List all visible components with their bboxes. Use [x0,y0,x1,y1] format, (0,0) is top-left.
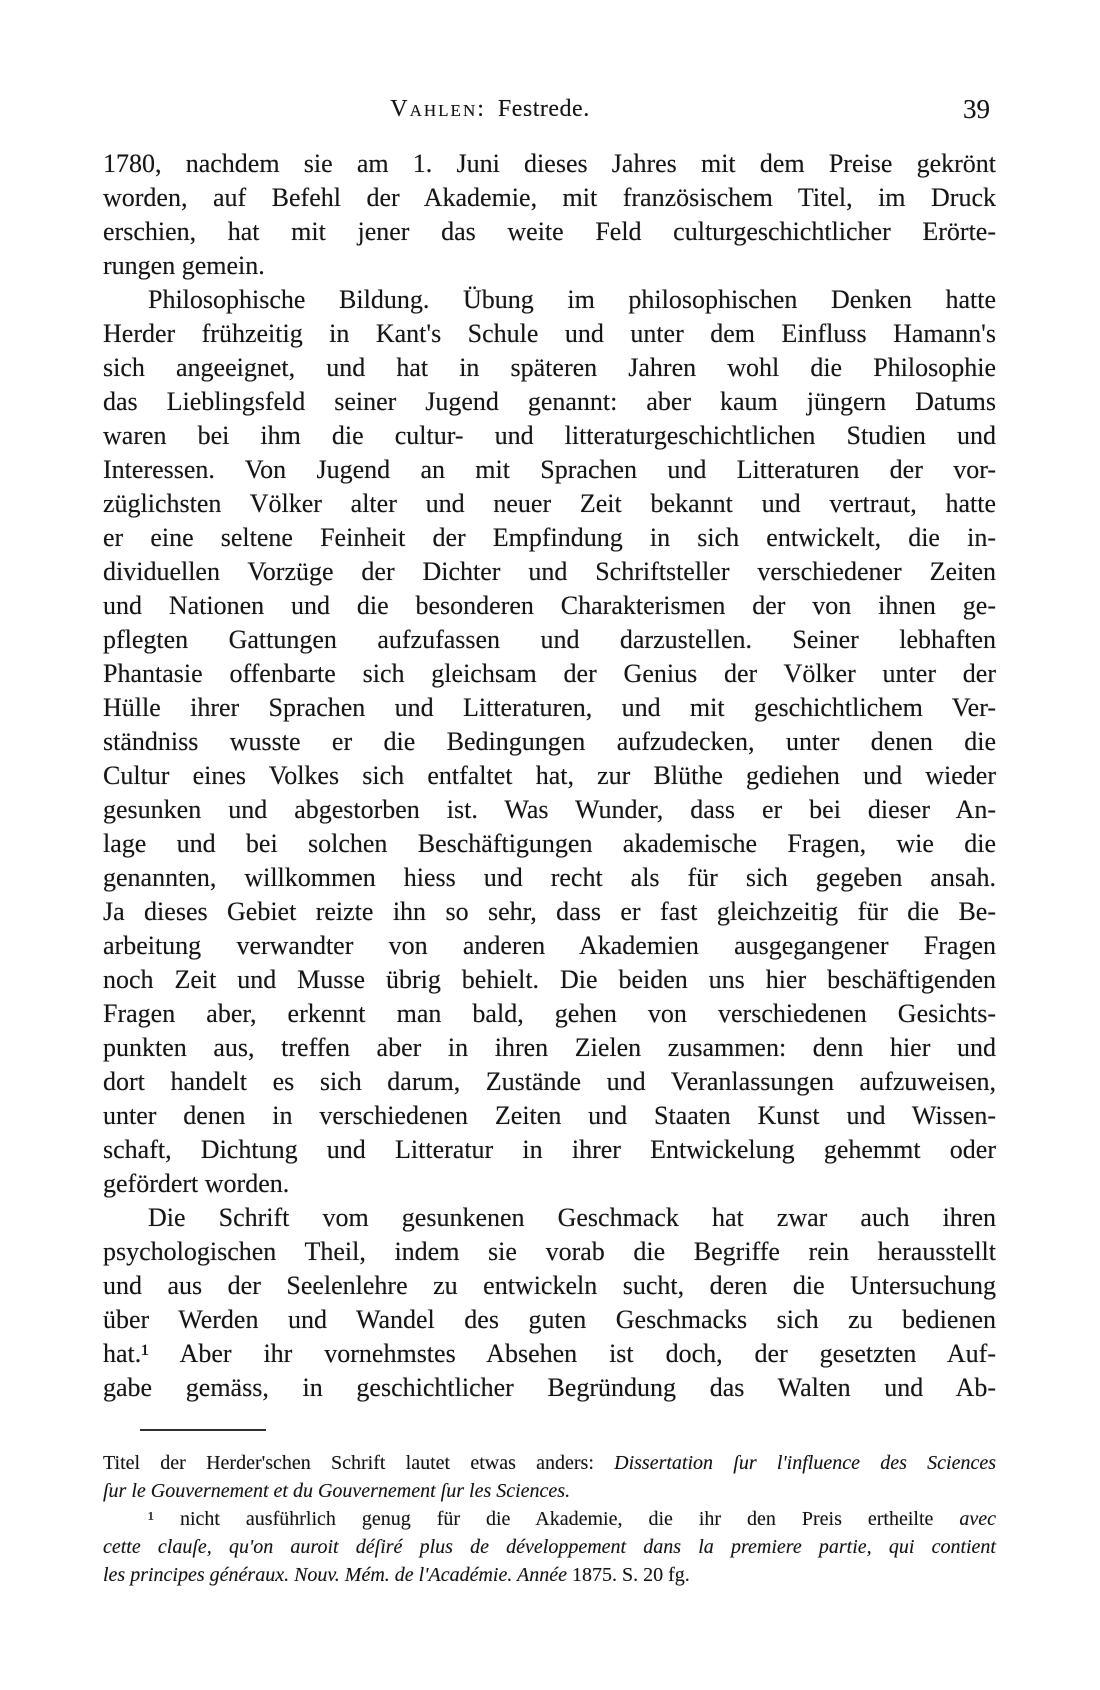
text-segment: schaft, Dichtung und Litteratur in ihrer Entwickelung gehemmt oder [103,1135,996,1164]
text-segment: 1875. S. 20 fg. [566,1564,690,1586]
italic-text-segment: avec [959,1508,996,1530]
body-text-line [103,1371,996,1405]
body-text-line [103,963,996,997]
text-segment: gabe gemäss, in geschichtlicher Begründung das Walten und Ab- [103,1373,996,1402]
text-segment: Interessen. Von Jugend an mit Sprachen und Litteraturen der vor- [103,455,996,484]
body-text-line [103,181,996,215]
text-segment: Cultur eines Volkes sich entfaltet hat, zur Blüthe gediehen und wieder [103,761,996,790]
body-text-line [103,589,996,623]
body-text-line [103,1133,996,1167]
text-segment: waren bei ihm die cultur- und litteraturgeschichtlichen Studien und [103,421,996,450]
text-segment: noch Zeit und Musse übrig behielt. Die beiden uns hier beschäftigenden [103,965,996,994]
text-segment: Die Schrift vom gesunkenen Geschmack hat zwar auch ihren [148,1203,996,1232]
body-text-line [103,283,996,317]
body-text-line [103,215,996,249]
body-text-line [103,691,996,725]
body-text-line [103,1065,996,1099]
body-text-line [103,1201,996,1235]
body-text-line [103,1303,996,1337]
body-text-line [103,997,996,1031]
italic-text-segment: les principes généraux. Nouv. Mém. de l'Académie. Année [103,1564,567,1586]
footnote-text-line [103,1477,996,1505]
text-segment: gesunken und abgestorben ist. Was Wunder, dass er bei dieser An- [103,795,996,824]
text-segment: gefördert worden. [103,1169,290,1198]
body-text-line [103,793,996,827]
author-name: Vahlen: [390,96,486,122]
body-text-line [103,827,996,861]
body-text-line [103,657,996,691]
text-segment: punkten aus, treffen aber in ihren Zielen zusammen: denn hier und [103,1033,996,1062]
text-segment: züglichsten Völker alter und neuer Zeit bekannt und vertraut, hatte [103,489,996,518]
body-text-line [103,419,996,453]
text-segment: sich angeeignet, und hat in späteren Jahren wohl die Philosophie [103,353,996,382]
body-text [103,147,996,1405]
text-segment: arbeitung verwandter von anderen Akademien ausgegangener Fragen [103,931,996,960]
text-segment: ¹ nicht ausführlich genug für die Akademie, die ihr den Preis ertheilte [148,1508,960,1530]
body-text-line [103,759,996,793]
text-segment: er eine seltene Feinheit der Empfindung in sich entwickelt, die in- [103,523,996,552]
text-segment: rungen gemein. [103,251,265,280]
body-text-line [103,1269,996,1303]
body-text-line [103,895,996,929]
text-segment: und aus der Seelenlehre zu entwickeln sucht, deren die Untersuchung [103,1271,996,1300]
footnote-text-line [103,1505,996,1533]
text-segment: hat.¹ Aber ihr vornehmstes Absehen ist doch, der gesetzten Auf- [103,1339,996,1368]
text-segment: ständniss wusste er die Bedingungen aufzudecken, unter denen die [103,727,996,756]
text-segment: 1780, nachdem sie am 1. Juni dieses Jahres mit dem Preise gekrönt [103,149,996,178]
body-text-line [103,725,996,759]
body-text-line [103,487,996,521]
running-head [103,96,996,130]
text-segment: dividuellen Vorzüge der Dichter und Schriftsteller verschiedener Zeiten [103,557,996,586]
body-text-line [103,623,996,657]
body-text-line [103,555,996,589]
body-text-line [103,1337,996,1371]
body-text-line [103,351,996,385]
text-segment: psychologischen Theil, indem sie vorab die Begriffe rein herausstellt [103,1237,996,1266]
body-text-line [103,453,996,487]
body-text-line [103,929,996,963]
text-segment: genannten, willkommen hiess und recht als für sich gegeben ansah. [103,863,996,892]
text-segment: Ja dieses Gebiet reizte ihn so sehr, dass er fast gleichzeitig für die Be- [103,897,996,926]
footnote-separator-rule [140,1429,266,1431]
body-text-line [103,1031,996,1065]
text-segment: Herder frühzeitig in Kant's Schule und unter dem Einfluss Hamann's [103,319,996,348]
italic-text-segment: cette clauſe, qu'on auroit déſiré plus de développement dans la premiere partie, qui contient [103,1536,996,1558]
footnote-text-line [103,1449,996,1477]
text-segment: pflegten Gattungen aufzufassen und darzustellen. Seiner lebhaften [103,625,996,654]
footnote-text-line [103,1561,996,1589]
text-segment: dort handelt es sich darum, Zustände und Veranlassungen aufzuweisen, [103,1067,996,1096]
body-text-line [103,147,996,181]
body-text-line [103,1235,996,1269]
page-heading [390,96,589,123]
text-segment: über Werden und Wandel des guten Geschmacks sich zu bedienen [103,1305,996,1334]
body-text-line [103,1167,996,1201]
text-segment: lage und bei solchen Beschäftigungen akademische Fragen, wie die [103,829,996,858]
italic-text-segment: Dissertation ſur l'influence des Sciences [614,1452,996,1474]
body-text-line [103,861,996,895]
italic-text-segment: ſur le Gouvernement et du Gouvernement ſur les Sciences. [103,1480,571,1502]
text-segment: Hülle ihrer Sprachen und Litteraturen, und mit geschichtlichem Ver- [103,693,996,722]
body-text-line [103,521,996,555]
body-text-line [103,1099,996,1133]
text-segment: erschien, hat mit jener das weite Feld culturgeschichtlicher Erörte- [103,217,996,246]
text-segment: Phantasie offenbarte sich gleichsam der Genius der Völker unter der [103,659,996,688]
text-segment: Philosophische Bildung. Übung im philosophischen Denken hatte [148,285,996,314]
footnotes-block [103,1449,996,1589]
body-text-line [103,385,996,419]
text-segment: worden, auf Befehl der Akademie, mit französischem Titel, im Druck [103,183,996,212]
footnote-text-line [103,1533,996,1561]
text-segment: Fragen aber, erkennt man bald, gehen von verschiedenen Gesichts- [103,999,996,1028]
text-segment: Titel der Herder'schen Schrift lautet etwas anders: [103,1452,615,1474]
page-number: 39 [963,94,990,124]
work-title: Festrede. [497,96,590,122]
body-text-line [103,317,996,351]
text-segment: unter denen in verschiedenen Zeiten und Staaten Kunst und Wissen- [103,1101,996,1130]
text-segment: und Nationen und die besonderen Charakterismen der von ihnen ge- [103,591,996,620]
text-segment: das Lieblingsfeld seiner Jugend genannt: aber kaum jüngern Datums [103,387,996,416]
body-text-line [103,249,996,283]
